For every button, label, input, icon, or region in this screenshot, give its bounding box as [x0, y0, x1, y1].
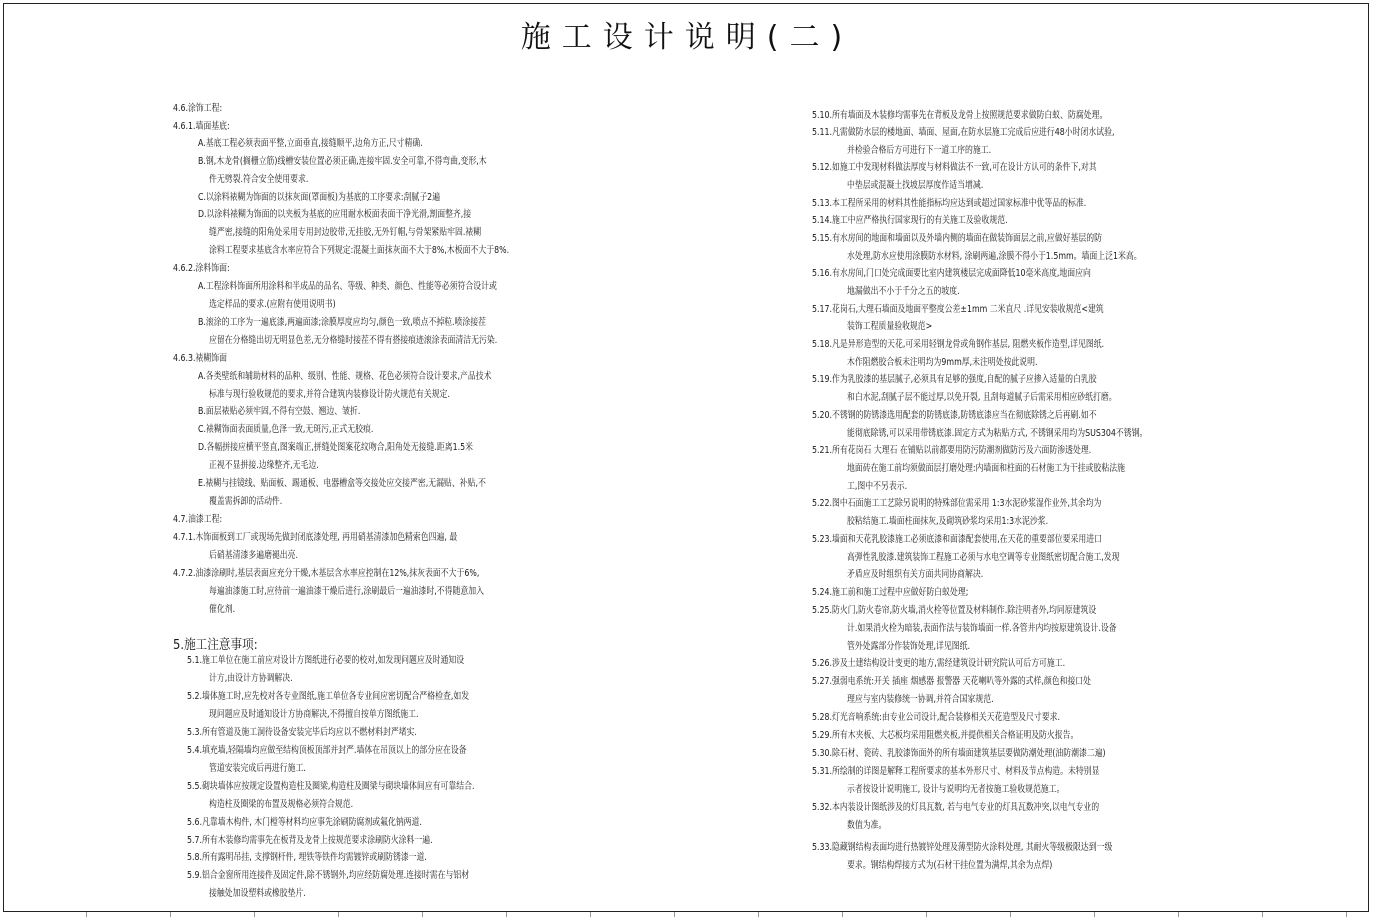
right-text-line: 5.26.涉及土建结构设计变更的地方,需经建筑设计研究院认可后方可施工. [812, 658, 1066, 669]
left-text-line: B.面层裱贴必须牢固,不得有空鼓、翘边、皱折. [198, 406, 361, 417]
left-text-line: 正视不显拼接.边缘整齐,无毛边. [209, 460, 319, 471]
left-text-line: 5.7.所有木装修均需事先在板背及龙骨上按规范要求涂刷防火涂料一遍. [187, 835, 433, 846]
left-text-line: 标准与现行验收规范的要求,并符合建筑内装修设计防火规范有关规定. [209, 389, 451, 400]
left-text-line: 4.6.2.涂料饰面: [173, 263, 230, 274]
right-text-line: 高弹性乳胶漆.建筑装饰工程施工必须与水电空调等专业图纸密切配合施工,发现 [847, 552, 1120, 563]
right-text-line: 计.如果消火栓为暗装,表面作法与装饰墙面一样.各管井内均按原建筑设计.设备 [847, 623, 1117, 634]
right-text-line: 5.15.有水房间的地面和墙面以及外墙内侧的墙面在做装饰面层之前,应做好基层的防 [812, 233, 1102, 244]
right-text-line: 地面砖在施工前均须做面层打磨处理:内墙面和柱面的石材施工为干挂或胶粘法施 [847, 463, 1125, 474]
left-text-line: D.各幅拼接应横平竖直,图案端正,拼缝处图案花纹吻合,阳角处无接缝.距离1.5米 [198, 442, 473, 453]
right-text-line: 5.16.有水房间,门口处完成面要比室内建筑楼层完成面降低10毫米高度,地面应向 [812, 268, 1091, 279]
left-text-line: 选定样品的要求.(应附有使用说明书) [209, 299, 336, 310]
right-text-line: 5.14.施工中应严格执行国家现行的有关施工及验收规范. [812, 215, 1008, 226]
right-text-line: 5.30.除石材、瓷砖、乳胶漆饰面外的所有墙面建筑基层要做防潮处理(油防潮漆二遍) [812, 748, 1106, 759]
left-text-line: 5.9.铝合金窗所用连接件及固定件,除不锈钢外,均应经防腐处理.连接时需在与铝材 [187, 870, 470, 881]
left-text-line: A.工程涂料饰面所用涂料和半成品的品名、等级、种类、颜色、性能等必须符合设计或 [198, 281, 497, 292]
left-text-line: 5.3.所有管道及施工洞待设备安装完毕后均应以不燃材料封严堵实. [187, 727, 417, 738]
right-text-line: 5.11.凡需做防水层的楼地面、墙面、屋面,在防水层施工完成后应进行48小时闭水试验, [812, 127, 1115, 138]
right-text-line: 5.19.作为乳胶漆的基层腻子,必须具有足够的强度,自配的腻子应掺入适量的白乳胶 [812, 374, 1097, 385]
left-text-line: 覆盖需拆卸的活动件. [209, 496, 283, 507]
left-text-line: 后硝基清漆多遍磨褪出亮. [209, 550, 299, 561]
right-text-line: 理应与室内装修统一协调,并符合国家规范. [847, 694, 994, 705]
left-text-line: 应留在分格缝出切无明显色差,无分格缝时接茬不得有搭接痕迹滚涂表面清洁无污染. [209, 335, 498, 346]
right-text-line: 5.17.花岗石,大理石墙面及地面平整度公差±1mm 二米直尺 .详见安装收规范<建筑 [812, 304, 1104, 315]
right-text-line: 工,图中不另表示. [847, 481, 908, 492]
left-text-line: 件无劈裂.符合安全使用要求. [209, 174, 309, 185]
left-text-line: 5.施工注意事项: [173, 637, 258, 653]
right-text-line: 能彻底除锈,可以采用带锈底漆.固定方式为粘贴方式, 不锈钢采用均为SUS304不锈钢。 [847, 428, 1148, 439]
right-text-line: 5.25.防火门,防火卷帘,防火墙,消火栓等位置及材料制作.除注明者外,均同原建筑设 [812, 605, 1097, 616]
left-text-line: 5.8.所有露明吊挂, 支撑钢杆件, 埋铁等铁件均需镀锌或刷防锈漆一道. [187, 852, 427, 863]
left-text-line: B.滚涂的工序为一遍底漆,两遍面漆;涂膜厚度应均匀,颜色一致,喷点不掉粒.喷涂接茬 [198, 317, 487, 328]
left-text-line: B.钢,木龙骨(搁栅立筋)线槽安装位置必须正确,连接牢固.安全可靠,不得弯曲,变形,木 [198, 156, 487, 167]
left-text-line: 每遍油漆施工时,应待前一遍油漆干燥后进行,涂刷最后一遍油漆时,不得随意加入 [209, 586, 484, 597]
left-text-line: E.裱糊与挂镜线、贴面板、踢通板、电器槽盒等交接处应交接严密,无漏贴、补贴,不 [198, 478, 486, 489]
right-text-line: 水处理,防水应使用涂膜防水材料, 涂刷两遍,涂膜不得小于1.5mm。墙面上泛1米高。 [847, 251, 1142, 262]
left-text-line: 5.1.施工单位在施工前应对设计方图纸进行必要的校对,如发现问题应及时通知设 [187, 655, 465, 666]
right-text-line: 管外处露部分作装饰处理,详见图纸. [847, 641, 971, 652]
left-text-line: 缝严密,接缝的阳角处采用专用封边胶带,无挂胶,无外钉帽,与骨架紧贴牢固.裱糊 [209, 227, 482, 238]
bottom-border-ticks [3, 912, 1369, 917]
right-text-line: 5.28.灯光音响系统:由专业公司设计,配合装修相关天花造型及尺寸要求. [812, 712, 1060, 723]
left-text-line: 4.7.油漆工程: [173, 514, 223, 525]
left-text-line: 4.7.1.木饰面板到工厂或现场先做封闭底漆处理, 再用硝基清漆加色精索色四遍, 最 [173, 532, 458, 543]
right-text-line: 5.22.图中石面施工工艺除另说明的特殊部位需采用 1:3水泥砂浆湿作业外,其余均为 [812, 498, 1102, 509]
right-text-line: 5.29.所有木夹板、大芯板均采用阻燃夹板,并提供相关合格证明及防火报告。 [812, 730, 1079, 741]
right-text-line: 地漏做出不小于千分之五的坡度. [847, 286, 960, 297]
left-text-line: 接触处加设塑料或橡胶垫片. [209, 888, 306, 899]
left-text-line: 计方,由设计方协调解决. [209, 673, 293, 684]
left-text-line: 涂料工程要求基底含水率应符合下列规定:混凝土面抹灰面不大于8%,木板面不大于8%. [209, 245, 510, 256]
right-text-line: 5.27.强弱电系统:开关 插座 烟感器 报警器 天花喇叭等外露的式样,颜色和接口处 [812, 676, 1092, 687]
right-text-line: 胶粘结施工.墙面柱面抹灰,及砌筑砂浆均采用1:3水泥沙浆. [847, 516, 1049, 527]
left-text-line: 5.2.墙体施工时,应先校对各专业图纸,施工单位各专业间应密切配合严格检查,如发 [187, 691, 470, 702]
page-title: 施工设计说明(二) [520, 20, 854, 55]
right-text-line: 要求。钢结构焊接方式为(石材干挂位置为满焊,其余为点焊) [847, 860, 1053, 871]
right-text-line: 并检验合格后方可进行下一道工序的施工. [847, 145, 992, 156]
right-text-line: 5.13.本工程所采用的材料其性能指标均应达到或超过国家标准中优等品的标准. [812, 198, 1087, 209]
right-text-line: 装饰工程质量验收规范> [847, 321, 933, 332]
right-text-line: 和白水泥,刮腻子层不能过厚,以免开裂, 且刮每道腻子后需采用相应砂纸打磨。 [847, 392, 1117, 403]
right-text-line: 5.23.墙面和天花乳胶漆施工必须底漆和面漆配套使用,在天花的重要部位要采用进口 [812, 534, 1102, 545]
right-text-line: 5.21.所有花岗石 大理石 在铺贴以前都要用防污防潮剂做防污及六面防渗透处理. [812, 445, 1092, 456]
left-text-line: 4.6.3.裱糊饰面 [173, 353, 227, 364]
left-text-line: C.以涂料裱糊为饰面的以抹灰面(罩面板)为基底的工序要求:刮腻子2遍 [198, 192, 441, 203]
right-text-line: 5.31.所绘制的详图是解释工程所要求的基本外形尺寸、材料及节点构造。未特别显 [812, 766, 1100, 777]
right-text-line: 5.12.如施工中发现材料做法厚度与材料做法不一致,可在设计方认可的条件下,对其 [812, 162, 1097, 173]
right-text-line: 示者按设计说明施工, 设计与说明均无者按施工验收规范施工。 [847, 784, 1065, 795]
left-text-line: 催化剂. [209, 604, 236, 615]
left-text-line: 5.5.砌块墙体应按规定设置构造柱及圈梁,构造柱及圈梁与砌块墙体间应有可靠结合. [187, 781, 475, 792]
right-text-line: 数值为准。 [847, 820, 887, 831]
right-text-line: 矛盾应及时组织有关方面共同协商解决. [847, 569, 984, 580]
right-text-line: 5.18.凡是异形造型的天花,可采用轻钢龙骨或角钢作基层, 阻燃夹板作造型,详见图纸. [812, 339, 1105, 350]
left-text-line: 4.6.涂饰工程: [173, 103, 223, 114]
left-text-line: 现问题应及时通知设计方协商解决,不得擅自按单方图纸施工. [209, 709, 419, 720]
left-text-line: 管道安装完成后再进行施工. [209, 763, 306, 774]
right-text-line: 木作阻燃胶合板未注明均为9mm厚,未注明处按此说明. [847, 357, 1038, 368]
left-text-line: D.以涂料裱糊为饰面的以夹板为基底的应用耐水板面表面干净光滑,割面整齐,接 [198, 209, 472, 220]
right-text-line: 5.33.隐藏钢结构表面均进行热镀锌处理及薄型防火涂料处理, 其耐火等级极限达到一级 [812, 842, 1113, 853]
left-text-line: C.裱糊饰面表面质量,色泽一致,无斑污,正式无胶痕. [198, 424, 374, 435]
left-text-line: A.各类壁纸和辅助材料的品种、级别、性能、规格、花色必须符合设计要求,产品技术 [198, 371, 492, 382]
left-text-line: 构造柱及圈梁的布置及规格必须符合规范. [209, 799, 354, 810]
right-text-line: 中垫层或混凝土找坡层厚度作适当增减. [847, 180, 984, 191]
right-text-line: 5.20.不锈钢的防锈漆选用配套的防锈底漆,防锈底漆应当在彻底除锈之后再刷.如不 [812, 410, 1097, 421]
left-text-line: A.基底工程必须表面平整,立面垂直,接缝顺平,边角方正,尺寸精确. [198, 138, 423, 149]
left-text-line: 5.4.填充墙,轻隔墙均应做至结构顶板顶部并封严.墙体在吊顶以上的部分应在设备 [187, 745, 467, 756]
left-text-line: 5.6.凡靠墙木构件, 木门樘等材料均应事先涂刷防腐剂或氟化钠两道. [187, 817, 422, 828]
left-text-line: 4.7.2.油漆涂刷时,基层表面应充分干燥,木基层含水率应控制在12%,抹灰表面不大于6%, [173, 568, 480, 579]
right-text-line: 5.32.本内装设计图纸涉及的灯具瓦数, 若与电气专业的灯具瓦数冲突,以电气专业的 [812, 802, 1100, 813]
left-text-line: 4.6.1.墙面基底: [173, 121, 230, 132]
right-text-line: 5.10.所有墙面及木装修均需事先在背板及龙骨上按照规范要求做防白蚁、防腐处理。 [812, 110, 1108, 121]
right-text-line: 5.24.施工前和施工过程中应做好防白蚁处理; [812, 587, 969, 598]
